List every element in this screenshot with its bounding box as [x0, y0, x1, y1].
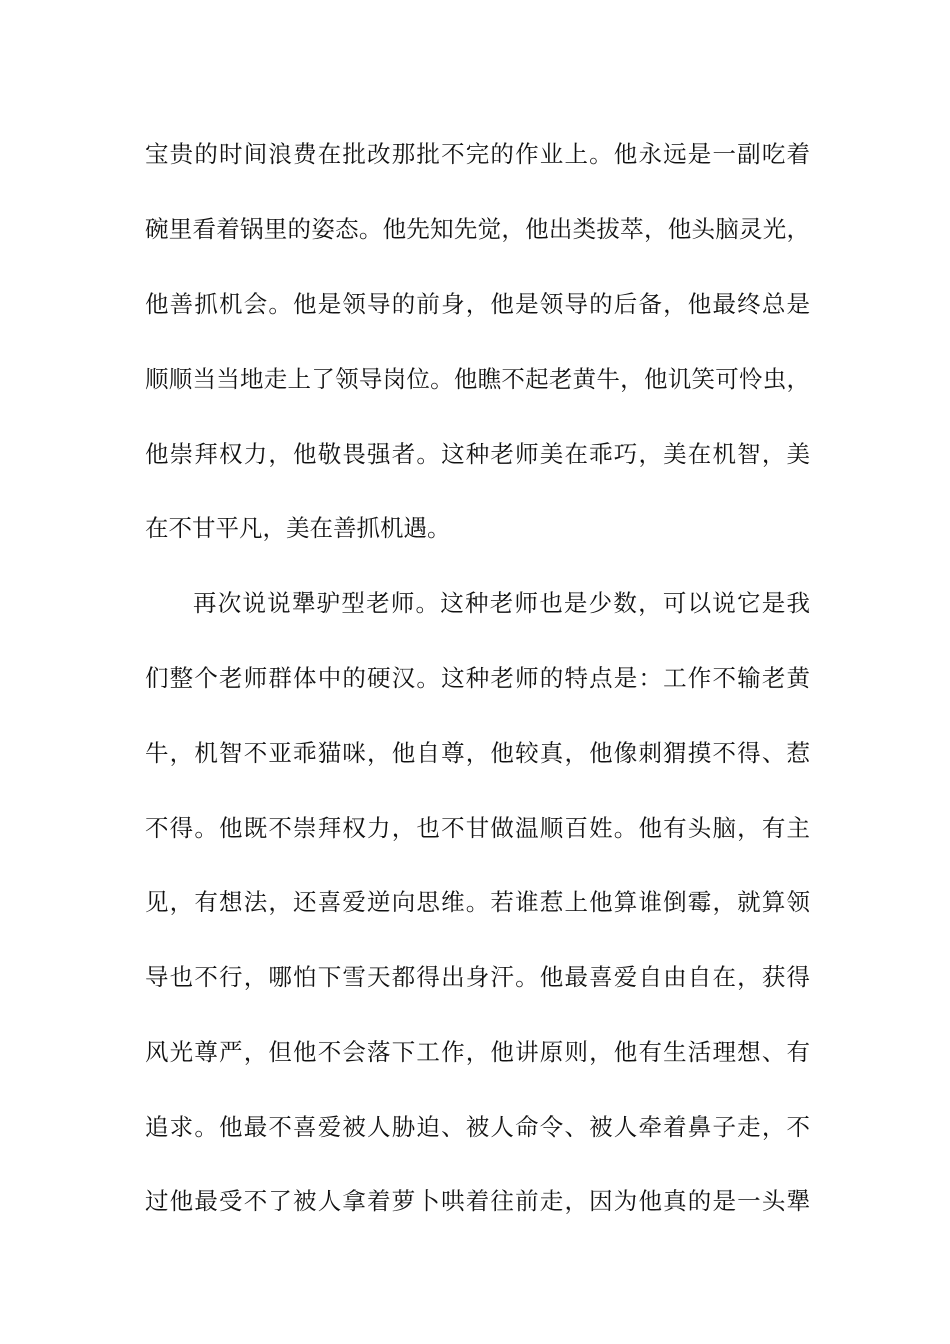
text-line-8: 们整个老师群体中的硬汉。这种老师的特点是：工作不输老黄	[145, 664, 810, 692]
text-line-5: 他崇拜权力，他敬畏强者。这种老师美在乖巧，美在机智，美	[145, 440, 810, 468]
text-line-6: 在不甘平凡，美在善抓机遇。	[145, 514, 451, 542]
text-line-13: 风光尊严，但他不会落下工作，他讲原则，他有生活理想、有	[145, 1038, 810, 1066]
text-line-1: 宝贵的时间浪费在批改那批不完的作业上。他永远是一副吃着	[145, 140, 810, 168]
text-line-10: 不得。他既不崇拜权力，也不甘做温顺百姓。他有头脑，有主	[145, 814, 810, 842]
text-line-2: 碗里看着锅里的姿态。他先知先觉，他出类拔萃，他头脑灵光，	[145, 215, 810, 243]
text-line-12: 导也不行，哪怕下雪天都得出身汗。他最喜爱自由自在，获得	[145, 963, 810, 991]
text-line-4: 顺顺当当地走上了领导岗位。他瞧不起老黄牛，他讥笑可怜虫，	[145, 365, 810, 393]
text-line-7: 再次说说犟驴型老师。这种老师也是少数，可以说它是我	[193, 589, 810, 617]
text-line-3: 他善抓机会。他是领导的前身，他是领导的后备，他最终总是	[145, 290, 810, 318]
text-line-14: 追求。他最不喜爱被人胁迫、被人命令、被人牵着鼻子走，不	[145, 1113, 810, 1141]
text-line-11: 见，有想法，还喜爱逆向思维。若谁惹上他算谁倒霉，就算领	[145, 888, 810, 916]
text-line-9: 牛，机智不亚乖猫咪，他自尊，他较真，他像刺猬摸不得、惹	[145, 739, 810, 767]
text-line-15: 过他最受不了被人拿着萝卜哄着往前走，因为他真的是一头犟	[145, 1187, 810, 1215]
